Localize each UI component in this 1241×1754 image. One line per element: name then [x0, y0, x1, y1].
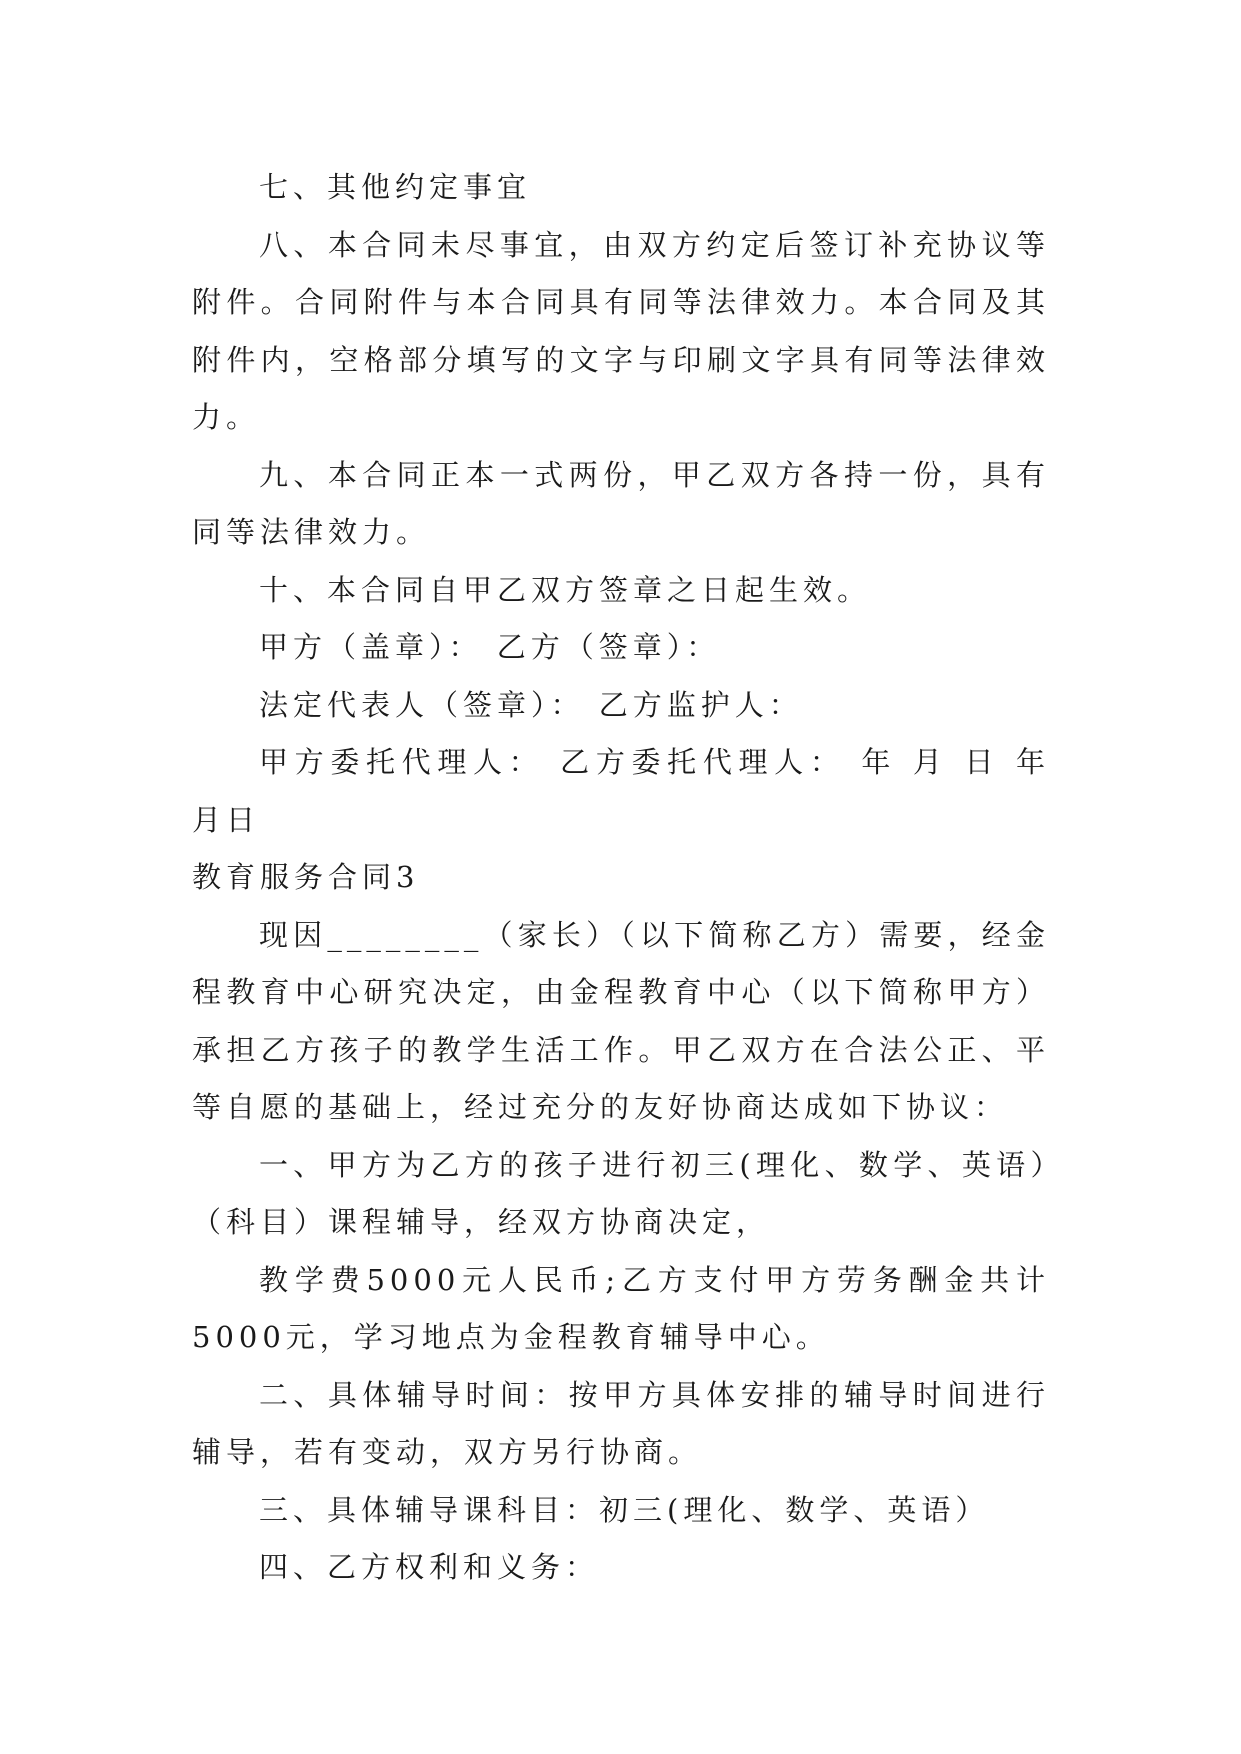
article-4: 四、乙方权利和义务： — [259, 1550, 600, 1584]
clause-8: 八、本合同未尽事宜，由双方约定后签订补充协议等附件。合同附件与本合同具有同等法律效力。本合同及其附件内，空格部分填写的文字与印刷文字具有同等法律效力。 — [192, 227, 1050, 434]
clause-10: 十、本合同自甲乙双方签章之日起生效。 — [259, 572, 872, 607]
signature-line-representative: 法定代表人（签章）： 乙方监护人： — [259, 687, 803, 722]
article-3: 三、具体辅导课科目：初三(理化、数学、英语） — [259, 1492, 990, 1527]
fee-paragraph: 教学费5000元人民币;乙方支付甲方劳务酬金共计5000元，学习地点为金程教育辅导中心。 — [192, 1262, 1050, 1354]
signature-line-party: 甲方（盖章）： 乙方（签章）： — [259, 630, 721, 664]
clause-9: 九、本合同正本一式两份，甲乙双方各持一份，具有同等法律效力。 — [192, 457, 1050, 549]
signature-line-agent-date: 甲方委托代理人： 乙方委托代理人： 年 月 日 年 月日 — [192, 745, 1050, 837]
document-body — [192, 159, 1050, 1597]
intro-paragraph: 现因________（家长）（以下简称乙方）需要，经金程教育中心研究决定，由金程教育中心（以下简称甲方）承担乙方孩子的教学生活工作。甲乙双方在合法公正、平等自愿的基础上，经过充分的友好协商达成如下协议： — [192, 917, 1050, 1124]
article-2: 二、具体辅导时间：按甲方具体安排的辅导时间进行辅导，若有变动，双方另行协商。 — [192, 1377, 1050, 1469]
clause-7: 七、其他约定事宜 — [259, 170, 532, 204]
section-title: 教育服务合同3 — [192, 860, 420, 894]
article-1: 一、甲方为乙方的孩子进行初三(理化、数学、英语）（科目）课程辅导，经双方协商决定， — [192, 1147, 1050, 1239]
